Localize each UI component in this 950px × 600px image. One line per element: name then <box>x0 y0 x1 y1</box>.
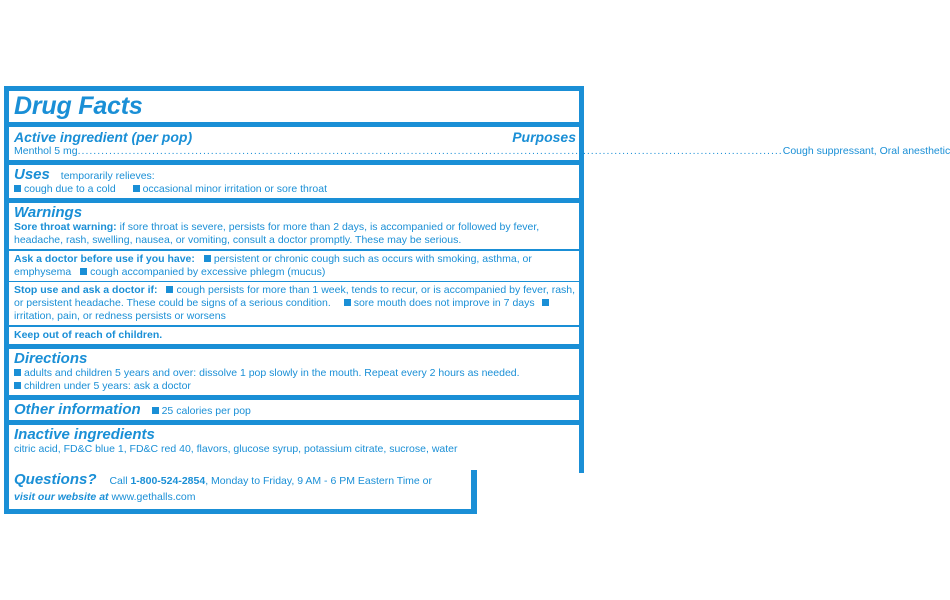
active-ingredient-heading: Active ingredient (per pop) <box>14 129 193 145</box>
divider-thin <box>9 249 579 251</box>
list-item: persistent or chronic cough such as occurs with smoking, asthma, or emphysema <box>14 252 532 278</box>
visit-label: visit our website at <box>14 491 109 503</box>
drug-facts-content <box>14 92 950 456</box>
list-item: sore mouth does not improve in 7 days <box>353 297 535 309</box>
other-information-section <box>14 402 576 418</box>
questions-section <box>14 473 469 504</box>
list-item: cough accompanied by excessive phlegm (mucus) <box>90 265 326 278</box>
uses-list <box>14 183 576 196</box>
bullet-square-icon <box>344 299 351 306</box>
directions-heading: Directions <box>14 349 88 367</box>
stop-use-warning <box>14 284 576 323</box>
other-information-text: 25 calories per pop <box>161 404 251 417</box>
bullet-square-icon <box>133 185 140 192</box>
inactive-ingredients-text: citric acid, FD&C blue 1, FD&C red 40, flavors, glucose syrup, potassium citrate, sucrose, water <box>14 442 458 455</box>
list-item <box>14 380 576 393</box>
list-item: cough persists for more than 1 week, tends to recur, or is accompanied by fever, rash, or persistent headache. These could be signs of a serious condition. <box>14 284 576 309</box>
questions-heading: Questions? <box>14 471 97 488</box>
uses-intro: temporarily relieves: <box>60 170 155 182</box>
sore-throat-warning <box>14 221 576 247</box>
contact-hours: , Monday to Friday, 9 AM - 6 PM Eastern Time or <box>205 475 432 487</box>
leader-dots: .................................................................................................................................................................................... <box>77 145 783 157</box>
list-item: cough due to a cold <box>24 183 116 195</box>
call-prefix: Call <box>109 475 128 487</box>
active-ingredient-header <box>14 129 576 145</box>
bullet-square-icon <box>14 185 21 192</box>
ingredient-purpose: Cough suppressant, Oral anesthetic <box>782 145 950 157</box>
drug-facts-title: Drug Facts <box>14 92 143 120</box>
divider-thin <box>9 281 579 283</box>
divider-thin <box>9 325 579 327</box>
list-item: irritation, pain, or redness persists or worsens <box>14 310 226 322</box>
divider-thick <box>9 122 579 127</box>
list-item: occasional minor irritation or sore throat <box>142 183 327 195</box>
list-item <box>14 367 576 380</box>
divider-thick <box>9 160 579 165</box>
directions-section <box>14 351 576 393</box>
direction-text: adults and children 5 years and over: dissolve 1 pop slowly in the mouth. Repeat every 2 hours as needed. <box>24 366 520 379</box>
ask-doctor-label: Ask a doctor before use if you have: <box>14 252 195 265</box>
keep-out-of-reach: Keep out of reach of children. <box>14 328 163 341</box>
uses-heading: Uses <box>14 166 50 183</box>
bullet-square-icon <box>152 407 159 414</box>
divider-thick <box>9 344 579 349</box>
stop-use-label: Stop use and ask a doctor if: <box>14 284 158 296</box>
active-ingredient-line <box>14 145 950 158</box>
sore-throat-label: Sore throat warning: <box>14 221 117 233</box>
ingredient-name: Menthol 5 mg <box>14 145 78 157</box>
divider-thick <box>9 395 579 400</box>
bullet-square-icon <box>80 268 87 275</box>
uses-section <box>14 167 576 196</box>
other-information-heading: Other information <box>14 400 141 418</box>
ask-doctor-warning <box>14 253 576 279</box>
inactive-ingredients-heading: Inactive ingredients <box>14 425 155 443</box>
purposes-heading: Purposes <box>512 129 576 145</box>
bullet-square-icon <box>542 299 549 306</box>
bullet-square-icon <box>14 382 21 389</box>
bullet-square-icon <box>166 286 173 293</box>
bullet-square-icon <box>204 255 211 262</box>
bullet-square-icon <box>14 369 21 376</box>
website-link[interactable]: www.gethalls.com <box>111 491 196 503</box>
divider-thick <box>9 198 579 203</box>
warnings-section <box>14 205 576 342</box>
phone-number[interactable]: 1-800-524-2854 <box>130 475 206 487</box>
inactive-ingredients-section <box>14 427 576 456</box>
divider-thick <box>9 420 579 425</box>
sore-throat-text: if sore throat is severe, persists for more than 2 days, is accompanied or followed by fever, headache, rash, swelling, nausea, or vomiting, consult a doctor promptly. These may be serious. <box>14 221 540 246</box>
direction-text: children under 5 years: ask a doctor <box>24 379 191 392</box>
warnings-heading: Warnings <box>14 204 83 221</box>
